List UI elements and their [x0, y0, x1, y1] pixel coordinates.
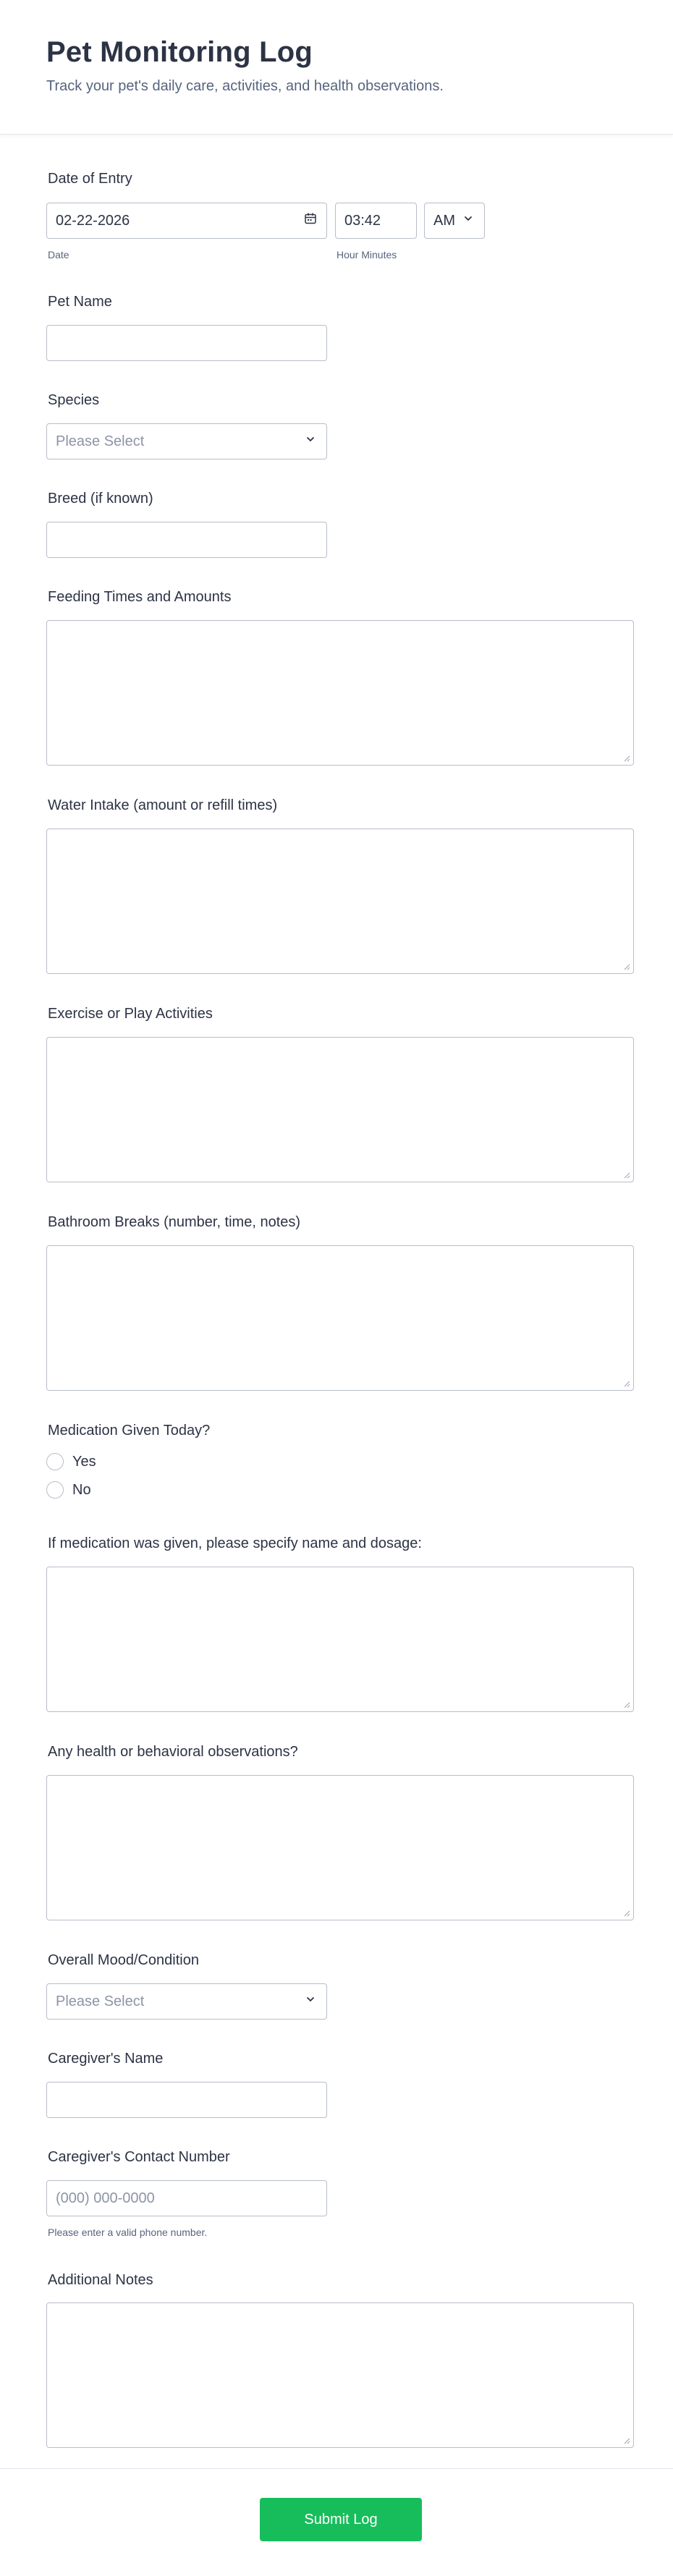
medication-details-textarea[interactable]	[46, 1567, 634, 1712]
exercise-textarea[interactable]	[46, 1037, 634, 1182]
water-textarea[interactable]	[46, 829, 634, 974]
chevron-down-icon	[303, 432, 318, 451]
radio-button[interactable]	[46, 1481, 64, 1499]
medication-option-yes[interactable]	[46, 1453, 96, 1470]
time-sublabel: Hour Minutes	[336, 249, 397, 260]
resize-grip-icon[interactable]	[623, 2437, 630, 2444]
observations-textarea[interactable]	[46, 1775, 634, 1920]
chevron-down-icon	[303, 1992, 318, 2011]
ampm-value: AM	[433, 212, 455, 229]
medication-option-no[interactable]	[46, 1481, 91, 1499]
time-value: 03:42	[344, 212, 381, 229]
form-subtitle: Track your pet's daily care, activities, and health observations.	[46, 78, 444, 94]
breed-input[interactable]	[46, 522, 327, 558]
resize-grip-icon[interactable]	[623, 1701, 630, 1708]
submit-button[interactable]: Submit Log	[260, 2498, 422, 2541]
phone-placeholder: (000) 000-0000	[56, 2190, 155, 2206]
medication-details-label: If medication was given, please specify name and dosage:	[48, 1535, 422, 1551]
resize-grip-icon[interactable]	[623, 963, 630, 970]
caregiver-phone-label: Caregiver's Contact Number	[48, 2149, 230, 2165]
form-footer	[0, 2468, 673, 2576]
exercise-label: Exercise or Play Activities	[48, 1006, 213, 1022]
radio-label-yes: Yes	[72, 1453, 96, 1470]
resize-grip-icon[interactable]	[623, 1172, 630, 1179]
resize-grip-icon[interactable]	[623, 1910, 630, 1917]
radio-label-no: No	[72, 1481, 91, 1498]
form-header	[0, 0, 673, 135]
additional-notes-label: Additional Notes	[48, 2272, 153, 2288]
date-of-entry-label: Date of Entry	[48, 171, 132, 187]
species-label: Species	[48, 392, 100, 408]
ampm-select[interactable]	[424, 203, 485, 239]
caregiver-name-input[interactable]	[46, 2082, 327, 2118]
form-title: Pet Monitoring Log	[46, 36, 313, 68]
species-placeholder: Please Select	[56, 433, 145, 449]
resize-grip-icon[interactable]	[623, 755, 630, 762]
medication-label: Medication Given Today?	[48, 1423, 211, 1439]
caregiver-phone-input[interactable]	[46, 2180, 327, 2216]
species-select[interactable]	[46, 423, 327, 459]
phone-sublabel: Please enter a valid phone number.	[48, 2227, 208, 2238]
bathroom-label: Bathroom Breaks (number, time, notes)	[48, 1214, 301, 1230]
pet-name-label: Pet Name	[48, 294, 112, 310]
radio-button[interactable]	[46, 1453, 64, 1470]
caregiver-name-label: Caregiver's Name	[48, 2051, 164, 2067]
mood-label: Overall Mood/Condition	[48, 1952, 199, 1968]
additional-notes-textarea[interactable]	[46, 2302, 634, 2448]
date-input[interactable]	[46, 203, 327, 239]
bathroom-textarea[interactable]	[46, 1245, 634, 1391]
feeding-textarea[interactable]	[46, 620, 634, 766]
date-sublabel: Date	[48, 249, 69, 260]
observations-label: Any health or behavioral observations?	[48, 1744, 298, 1760]
date-value: 02-22-2026	[56, 212, 130, 229]
resize-grip-icon[interactable]	[623, 1380, 630, 1387]
water-label: Water Intake (amount or refill times)	[48, 797, 278, 813]
calendar-icon[interactable]	[303, 211, 318, 230]
time-input[interactable]	[335, 203, 417, 239]
mood-placeholder: Please Select	[56, 1993, 145, 2009]
breed-label: Breed (if known)	[48, 491, 153, 507]
chevron-down-icon	[461, 211, 475, 230]
mood-select[interactable]	[46, 1983, 327, 2020]
pet-name-input[interactable]	[46, 325, 327, 361]
feeding-label: Feeding Times and Amounts	[48, 589, 232, 605]
